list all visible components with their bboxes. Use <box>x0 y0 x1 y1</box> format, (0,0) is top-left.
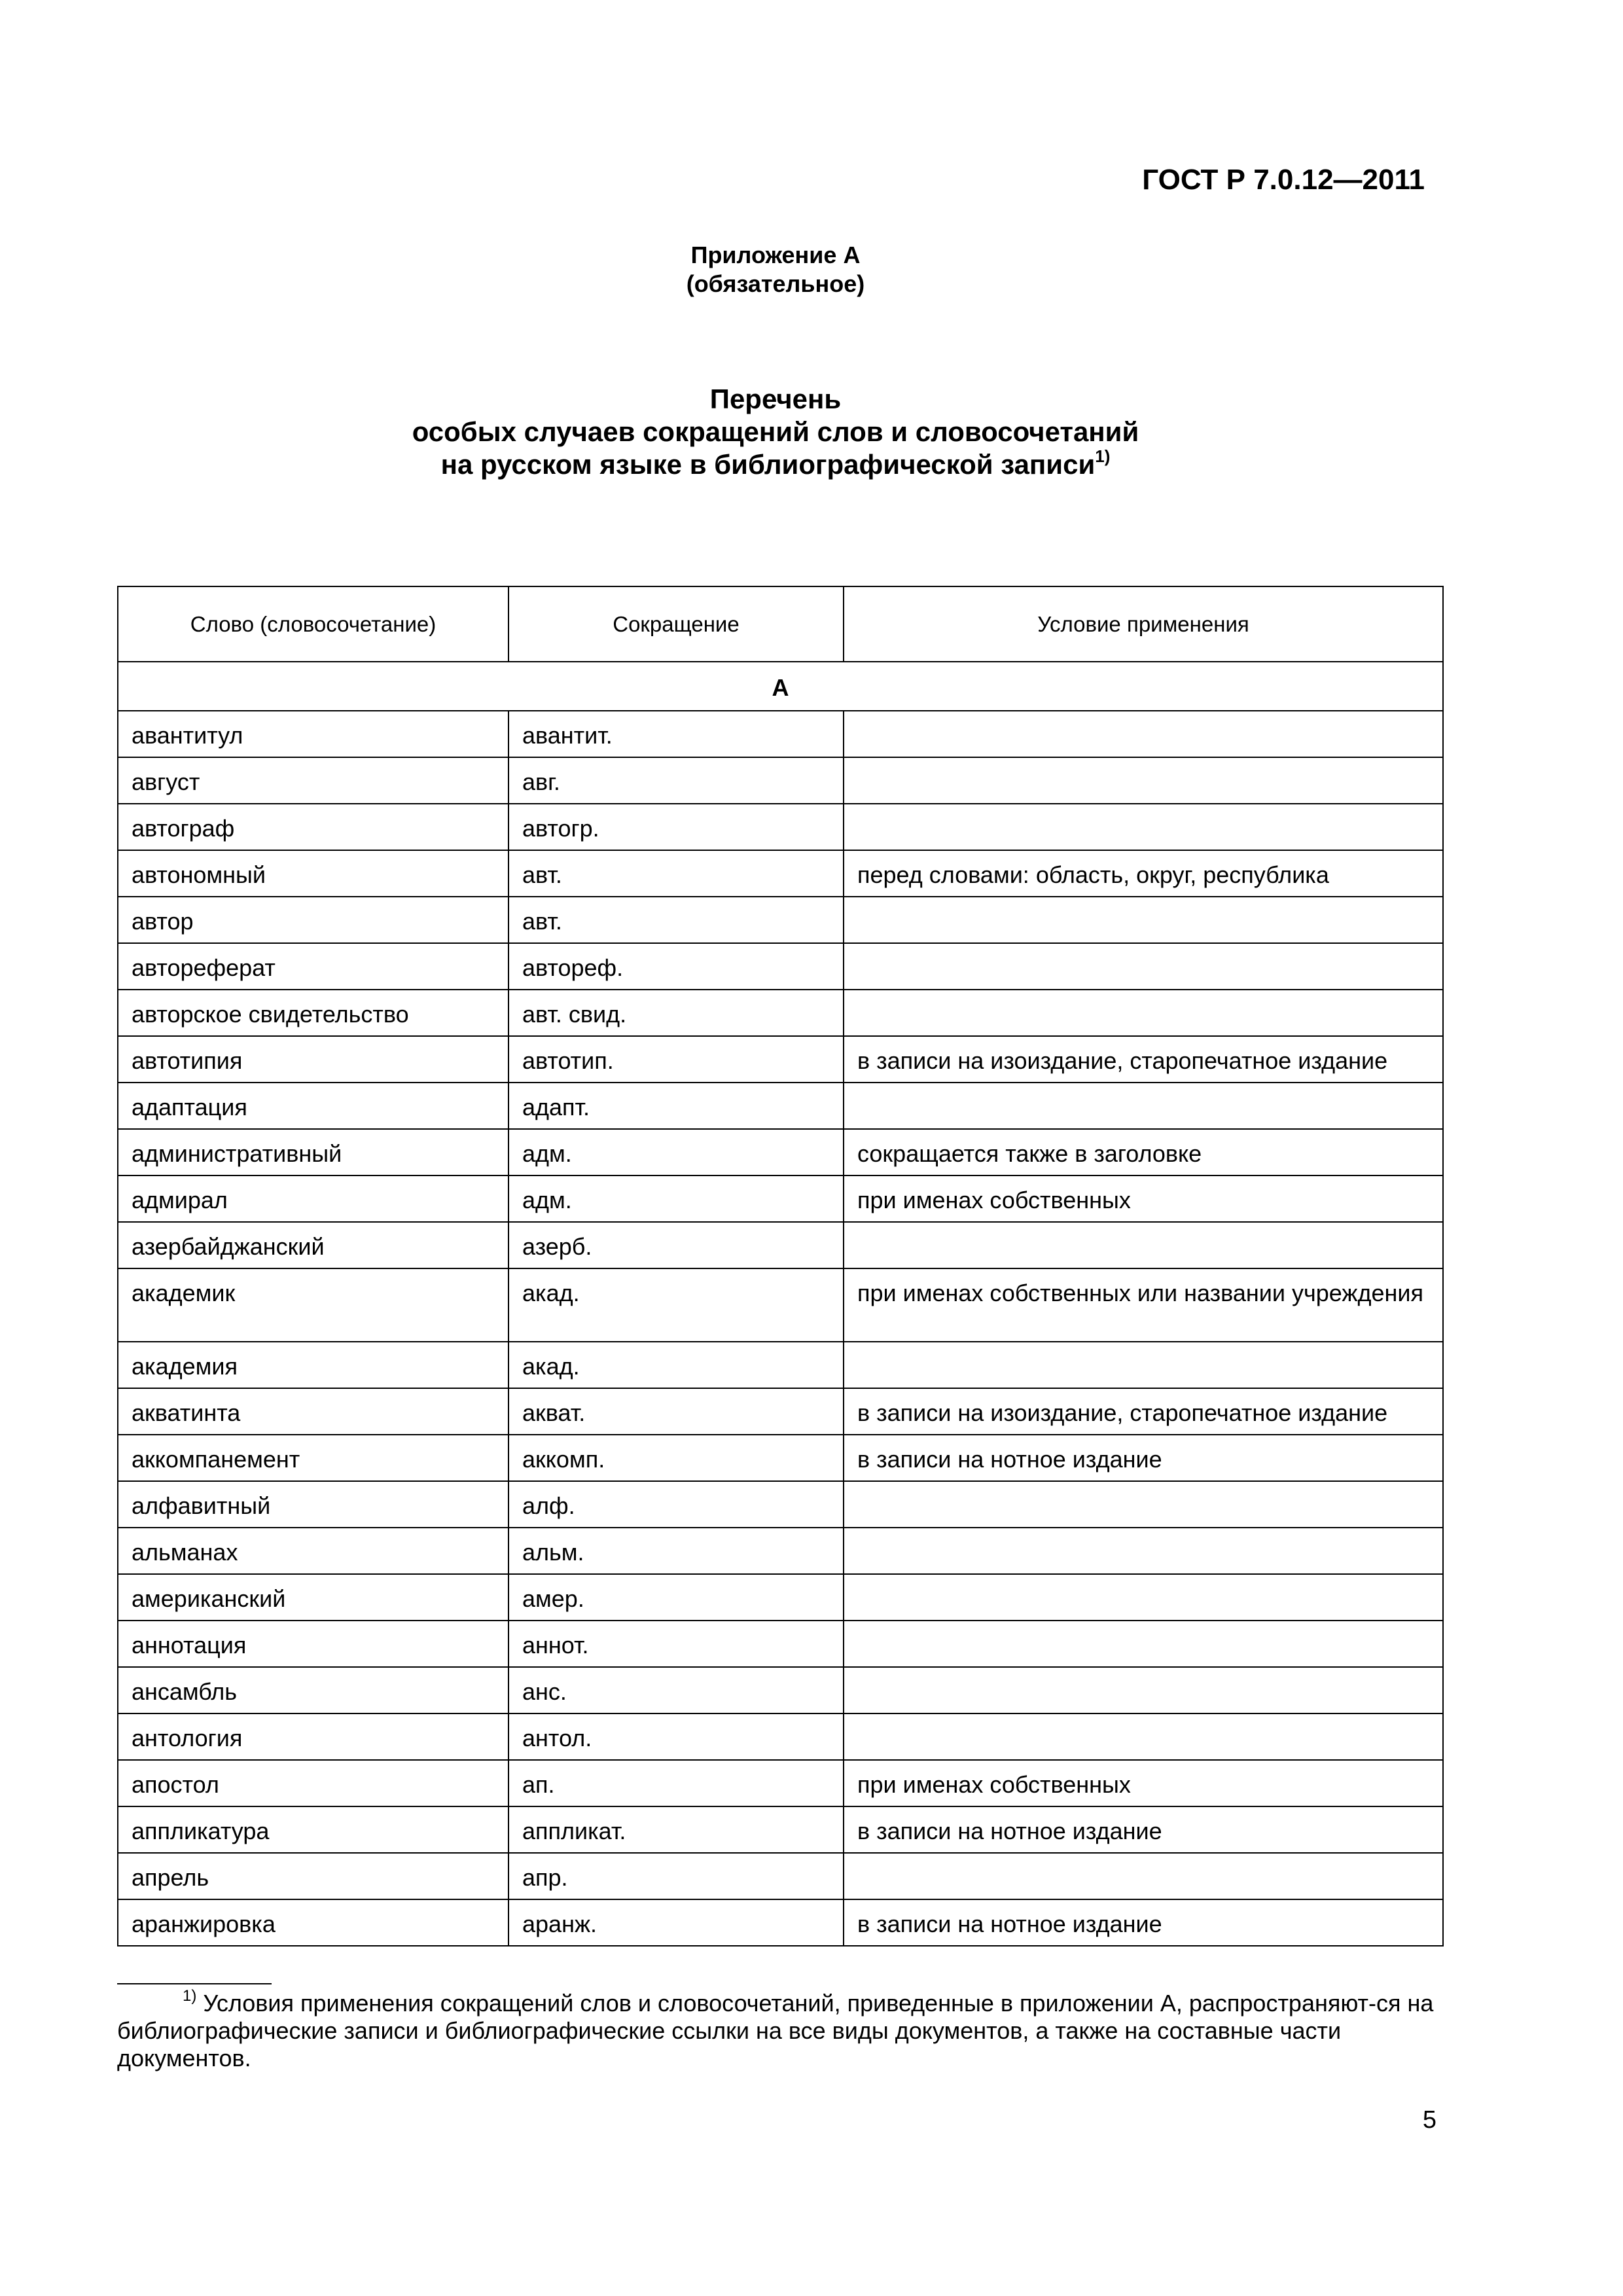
table-row <box>118 1388 1443 1435</box>
cell-word: академик <box>118 1268 508 1342</box>
cell-word: академия <box>118 1342 508 1388</box>
table-row <box>118 1435 1443 1481</box>
table-row <box>118 1342 1443 1388</box>
cell-word: антология <box>118 1713 508 1760</box>
cell-abbreviation: адапт. <box>508 1083 844 1129</box>
cell-abbreviation: авт. <box>508 850 844 897</box>
cell-condition <box>844 804 1443 850</box>
table-row <box>118 990 1443 1036</box>
cell-word: адмирал <box>118 1175 508 1222</box>
abbreviations-table <box>117 586 1444 1946</box>
cell-abbreviation: авт. свид. <box>508 990 844 1036</box>
section-letter: А <box>118 662 1443 711</box>
cell-condition: при именах собственных <box>844 1175 1443 1222</box>
cell-word: административный <box>118 1129 508 1175</box>
cell-word: авантитул <box>118 711 508 757</box>
cell-word: автотипия <box>118 1036 508 1083</box>
table-row <box>118 711 1443 757</box>
cell-condition <box>844 990 1443 1036</box>
footnote-text: Условия применения сокращений слов и словосочетаний, приведенные в приложении А, распространяют-ся на библиографические записи и библиографические ссылки на все виды документов, а также на составные части документов. <box>117 1990 1434 2072</box>
appendix-heading <box>0 241 1551 298</box>
cell-abbreviation: анс. <box>508 1667 844 1713</box>
cell-word: аккомпанемент <box>118 1435 508 1481</box>
cell-abbreviation: акват. <box>508 1388 844 1435</box>
cell-condition: при именах собственных или названии учреждения <box>844 1268 1443 1342</box>
cell-condition: в записи на нотное издание <box>844 1435 1443 1481</box>
cell-condition: в записи на нотное издание <box>844 1806 1443 1853</box>
cell-condition <box>844 943 1443 990</box>
cell-condition <box>844 1481 1443 1528</box>
table-header-row <box>118 586 1443 662</box>
table-row <box>118 1713 1443 1760</box>
table-row <box>118 1222 1443 1268</box>
cell-word: альманах <box>118 1528 508 1574</box>
cell-abbreviation: антол. <box>508 1713 844 1760</box>
cell-word: апостол <box>118 1760 508 1806</box>
table-row <box>118 1175 1443 1222</box>
cell-abbreviation: автотип. <box>508 1036 844 1083</box>
cell-word: апрель <box>118 1853 508 1899</box>
cell-condition: в записи на нотное издание <box>844 1899 1443 1946</box>
cell-condition <box>844 1342 1443 1388</box>
cell-condition <box>844 1621 1443 1667</box>
cell-abbreviation: акад. <box>508 1268 844 1342</box>
cell-word: азербайджанский <box>118 1222 508 1268</box>
cell-word: аннотация <box>118 1621 508 1667</box>
cell-condition <box>844 1713 1443 1760</box>
cell-condition: при именах собственных <box>844 1760 1443 1806</box>
table-row <box>118 1760 1443 1806</box>
cell-condition <box>844 1574 1443 1621</box>
table-row <box>118 850 1443 897</box>
table-row <box>118 1129 1443 1175</box>
cell-abbreviation: адм. <box>508 1129 844 1175</box>
cell-word: акватинта <box>118 1388 508 1435</box>
cell-word: американский <box>118 1574 508 1621</box>
footnote-divider <box>117 1983 272 1984</box>
table-row <box>118 1621 1443 1667</box>
cell-word: автограф <box>118 804 508 850</box>
title-line-3 <box>0 448 1551 481</box>
cell-abbreviation: автогр. <box>508 804 844 850</box>
cell-word: аппликатура <box>118 1806 508 1853</box>
title-line-3-text: на русском языке в библиографической записи <box>440 449 1096 480</box>
appendix-status: (обязательное) <box>686 270 865 297</box>
cell-word: адаптация <box>118 1083 508 1129</box>
title-line-2: особых случаев сокращений слов и словосочетаний <box>412 416 1139 447</box>
table-row <box>118 1036 1443 1083</box>
table-row <box>118 897 1443 943</box>
table-row <box>118 1083 1443 1129</box>
table-row <box>118 1853 1443 1899</box>
cell-condition <box>844 1083 1443 1129</box>
cell-abbreviation: авт. <box>508 897 844 943</box>
cell-condition: перед словами: область, округ, республика <box>844 850 1443 897</box>
cell-abbreviation: азерб. <box>508 1222 844 1268</box>
cell-abbreviation: адм. <box>508 1175 844 1222</box>
document-code: ГОСТ Р 7.0.12—2011 <box>1142 164 1425 196</box>
header-abbreviation: Сокращение <box>508 586 844 662</box>
cell-condition: в записи на изоиздание, старопечатное издание <box>844 1388 1443 1435</box>
cell-abbreviation: аннот. <box>508 1621 844 1667</box>
cell-word: аранжировка <box>118 1899 508 1946</box>
cell-word: авторское свидетельство <box>118 990 508 1036</box>
cell-word: автореферат <box>118 943 508 990</box>
cell-condition <box>844 1222 1443 1268</box>
appendix-title: Приложение А <box>690 242 861 268</box>
cell-condition <box>844 1667 1443 1713</box>
cell-abbreviation: апр. <box>508 1853 844 1899</box>
cell-abbreviation: алф. <box>508 1481 844 1528</box>
title-footnote-ref: 1) <box>1095 446 1111 466</box>
cell-word: автономный <box>118 850 508 897</box>
cell-word: автор <box>118 897 508 943</box>
cell-condition <box>844 711 1443 757</box>
cell-abbreviation: амер. <box>508 1574 844 1621</box>
table-row <box>118 1528 1443 1574</box>
table-row <box>118 1899 1443 1946</box>
title-line-1: Перечень <box>709 384 842 414</box>
page-number: 5 <box>1422 2106 1436 2134</box>
footnote-marker: 1) <box>183 1987 197 2005</box>
cell-condition: сокращается также в заголовке <box>844 1129 1443 1175</box>
table-row <box>118 757 1443 804</box>
table-row <box>118 804 1443 850</box>
cell-condition: в записи на изоиздание, старопечатное издание <box>844 1036 1443 1083</box>
cell-abbreviation: аппликат. <box>508 1806 844 1853</box>
table-row <box>118 1481 1443 1528</box>
document-title <box>0 383 1551 481</box>
cell-abbreviation: аккомп. <box>508 1435 844 1481</box>
cell-condition <box>844 757 1443 804</box>
cell-word: ансамбль <box>118 1667 508 1713</box>
header-condition: Условие применения <box>844 586 1443 662</box>
table-row <box>118 943 1443 990</box>
cell-abbreviation: акад. <box>508 1342 844 1388</box>
section-letter-row <box>118 662 1443 711</box>
table-row <box>118 1268 1443 1342</box>
table-row <box>118 1574 1443 1621</box>
cell-abbreviation: альм. <box>508 1528 844 1574</box>
footnote <box>117 1987 1442 2072</box>
cell-abbreviation: авантит. <box>508 711 844 757</box>
cell-abbreviation: автореф. <box>508 943 844 990</box>
header-word: Слово (словосочетание) <box>118 586 508 662</box>
cell-abbreviation: авг. <box>508 757 844 804</box>
table-row <box>118 1806 1443 1853</box>
table-row <box>118 1667 1443 1713</box>
cell-abbreviation: ап. <box>508 1760 844 1806</box>
cell-abbreviation: аранж. <box>508 1899 844 1946</box>
cell-condition <box>844 1528 1443 1574</box>
cell-word: август <box>118 757 508 804</box>
cell-condition <box>844 1853 1443 1899</box>
cell-word: алфавитный <box>118 1481 508 1528</box>
cell-condition <box>844 897 1443 943</box>
